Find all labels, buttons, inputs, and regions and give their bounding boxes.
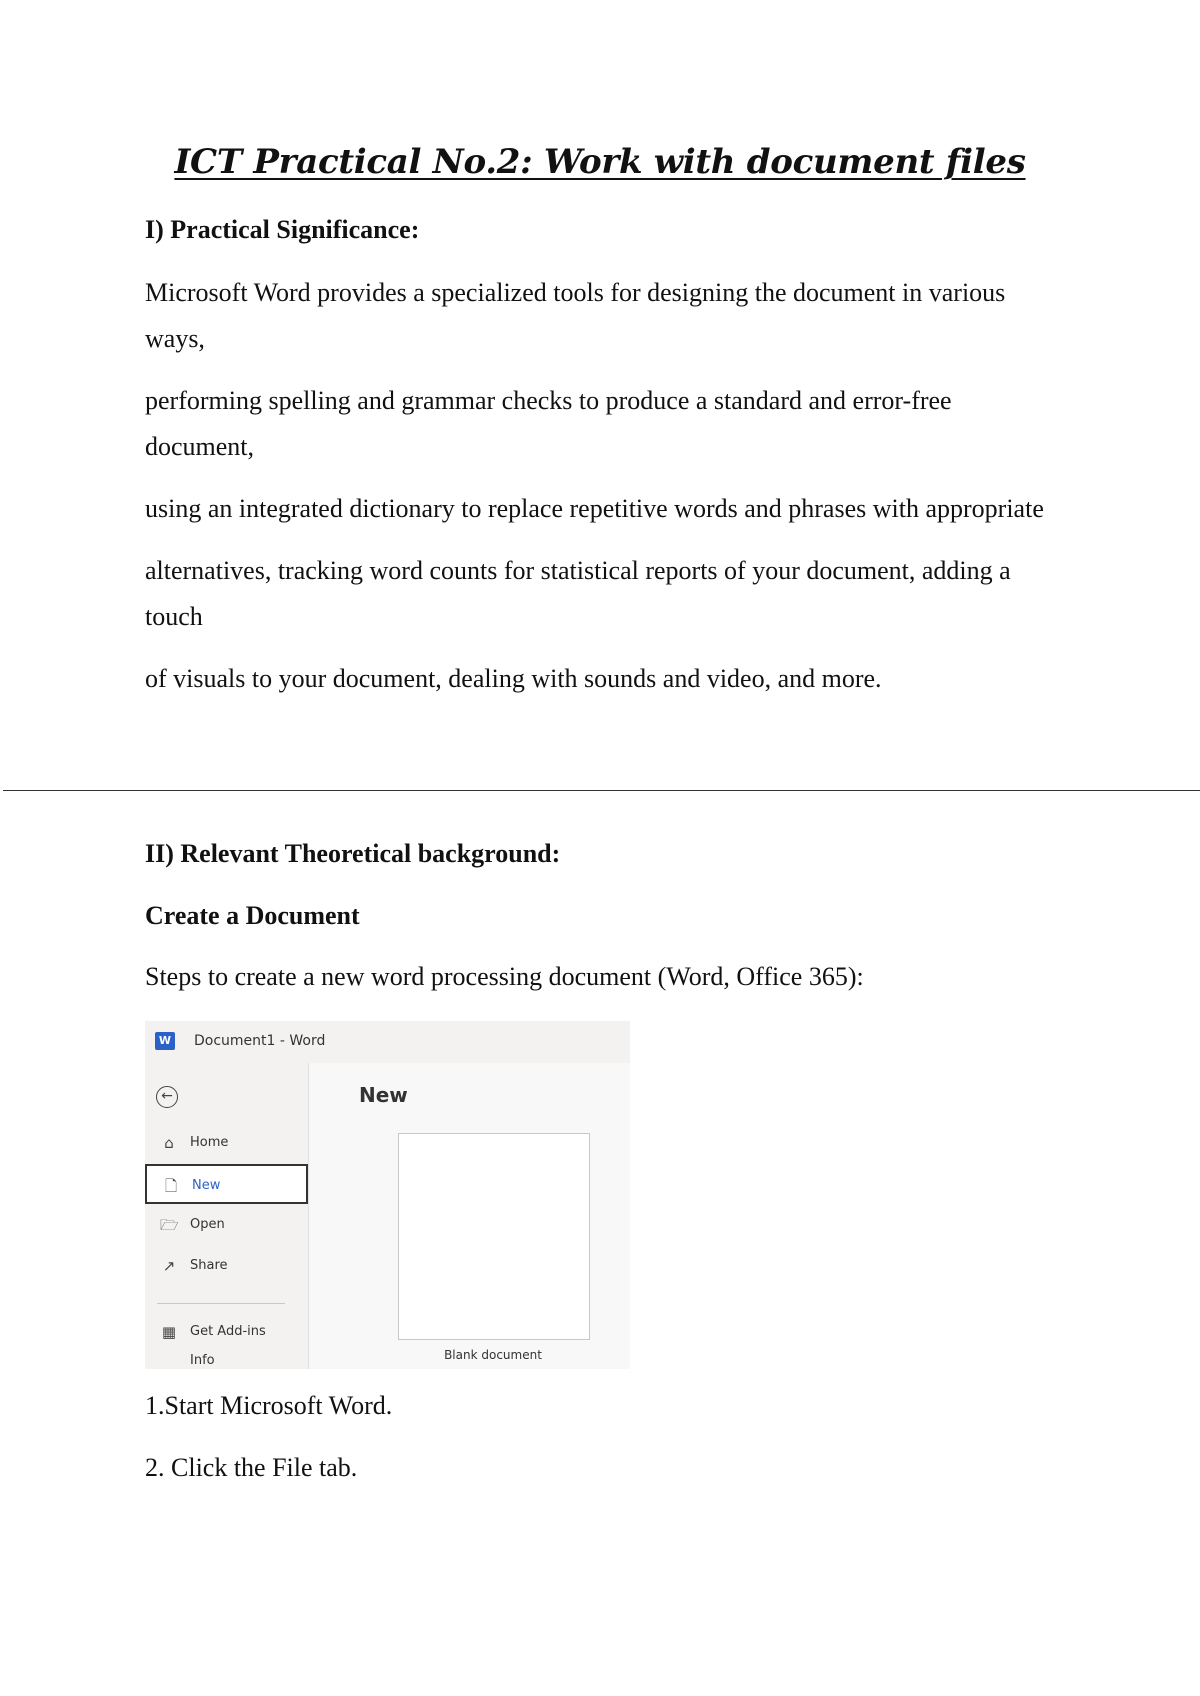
window-title: Document1 - Word [194,1033,326,1049]
paragraph: of visuals to your document, dealing with sounds and video, and more. [145,664,882,693]
backstage-main [308,1063,630,1369]
section-heading: II) Relevant Theoretical background: [145,839,561,868]
sidebar-item-label: Open [190,1217,225,1232]
paragraph: alternatives, tracking word counts for statistical reports of your document, adding a touch [145,556,1011,631]
home-icon: ⌂ [164,1134,174,1152]
folder-open-icon: 🗁 [160,1216,179,1234]
step-item: 2. Click the File tab. [145,1453,358,1482]
main-heading: New [359,1083,408,1107]
sidebar-item-info[interactable] [145,1345,308,1369]
section-theoretical-background [145,838,1065,870]
sidebar-item-share[interactable] [145,1246,308,1286]
window-titlebar [145,1021,630,1063]
step-item: 1.Start Microsoft Word. [145,1391,393,1420]
add-ins-icon: ▦ [161,1323,177,1341]
blank-document-thumbnail[interactable] [398,1133,590,1340]
significance-paragraphs [145,270,1065,702]
sidebar-item-label: Home [190,1135,229,1150]
sidebar-item-new[interactable] [145,1164,308,1204]
sidebar-separator [157,1303,285,1304]
paragraph: Steps to create a new word processing document (Word, Office 365): [145,962,864,991]
blank-document-label: Blank document [444,1348,542,1362]
section-practical-significance [145,214,1065,246]
sidebar-item-label: Get Add-ins [190,1324,266,1339]
back-arrow-icon[interactable]: ← [156,1086,178,1108]
sidebar-item-home[interactable] [145,1123,308,1163]
horizontal-divider [3,790,1200,791]
section-heading: I) Practical Significance: [145,215,420,244]
paragraph: performing spelling and grammar checks to produce a standard and error-free document, [145,386,952,461]
paragraph: using an integrated dictionary to replace repetitive words and phrases with appropriate [145,494,1044,523]
word-backstage-screenshot [145,1021,630,1369]
sidebar-item-open[interactable] [145,1205,308,1245]
new-document-icon: 🗋 [164,1177,178,1195]
sidebar-item-label: Info [190,1353,215,1368]
steps-intro [145,954,1065,1000]
create-document-subsection [145,900,1065,932]
share-icon: ↗ [162,1257,176,1275]
page-title: ICT Practical No.2: Work with document files [174,142,1026,182]
subsection-heading: Create a Document [145,901,360,930]
word-logo-icon: W [155,1032,175,1050]
step-list [145,1383,1065,1491]
backstage-sidebar [145,1063,308,1369]
paragraph: Microsoft Word provides a specialized tools for designing the document in various ways, [145,278,1006,353]
sidebar-item-label: New [192,1178,221,1193]
sidebar-item-label: Share [190,1258,228,1273]
